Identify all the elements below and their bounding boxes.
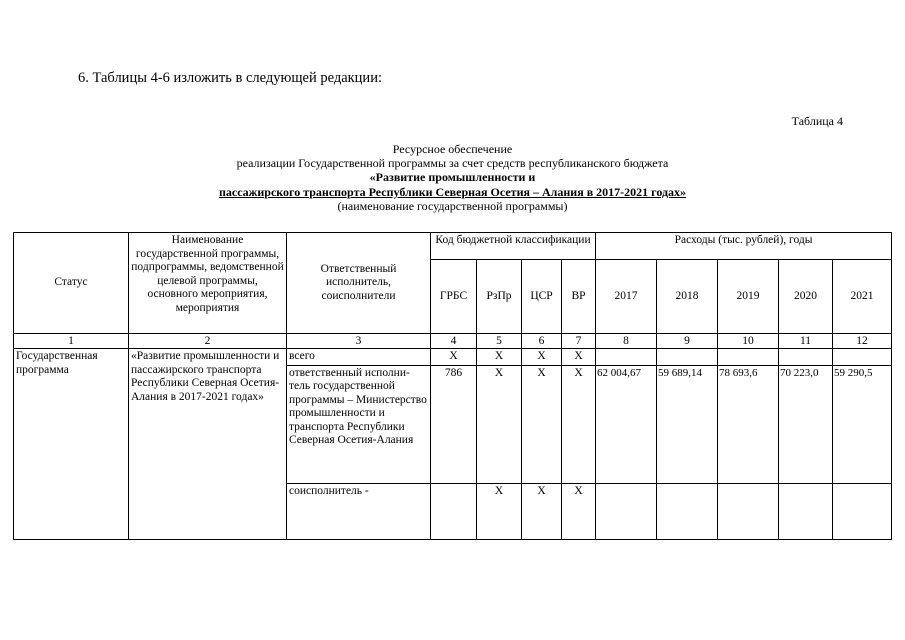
col-num-4: 4 xyxy=(431,334,477,349)
col-num-11: 11 xyxy=(779,334,833,349)
row-program-name: «Развитие промышленности и пассажирского транспорта Республики Северная Осетия-Алания в 2017-2021 годах» xyxy=(129,349,287,540)
header-name: Наименование государственной программы, подпрограммы, ведомственной целевой программы, основного мероприятия, мероприятия xyxy=(129,233,287,334)
header-year-2018: 2018 xyxy=(657,260,718,334)
row-total-executor: всего xyxy=(287,349,431,366)
col-num-7: 7 xyxy=(562,334,596,349)
intro-paragraph: 6. Таблицы 4-6 изложить в следующей редакции: xyxy=(78,70,382,86)
heading-line-4: пассажирского транспорта Республики Северная Осетия – Алания в 2017-2021 годах» xyxy=(218,184,687,199)
header-rzpr: РзПр xyxy=(477,260,522,334)
row-co-2019 xyxy=(718,483,779,539)
row-co-executor: соисполнитель - xyxy=(287,483,431,539)
col-num-9: 9 xyxy=(657,334,718,349)
column-numbers-row xyxy=(14,334,892,349)
row-main-2020: 70 223,0 xyxy=(779,365,833,483)
header-executor: Ответственный исполнитель, соисполнители xyxy=(287,233,431,334)
heading-line-3: «Развитие промышленности и xyxy=(369,170,536,185)
header-year-2019: 2019 xyxy=(718,260,779,334)
resource-table xyxy=(13,232,892,540)
row-total-rzpr: Х xyxy=(477,349,522,366)
row-co-2017 xyxy=(596,483,657,539)
header-status: Статус xyxy=(14,233,129,334)
row-co-2021 xyxy=(833,483,892,539)
row-total-2020 xyxy=(779,349,833,366)
heading-line-2: реализации Государственной программы за счет средств республиканского бюджета xyxy=(236,156,669,171)
row-total-2017 xyxy=(596,349,657,366)
header-grbs: ГРБС xyxy=(431,260,477,334)
row-co-csr: Х xyxy=(522,483,562,539)
header-csr: ЦСР xyxy=(522,260,562,334)
row-main-2018: 59 689,14 xyxy=(657,365,718,483)
row-main-executor: ответственный исполни-тель государственной программы – Министерство промышленности и транспорта Республики Северная Осетия-Алания xyxy=(287,365,431,483)
col-num-12: 12 xyxy=(833,334,892,349)
row-total-2019 xyxy=(718,349,779,366)
table-label: Таблица 4 xyxy=(791,114,843,128)
col-num-10: 10 xyxy=(718,334,779,349)
row-main-2019: 78 693,6 xyxy=(718,365,779,483)
row-main-2021: 59 290,5 xyxy=(833,365,892,483)
row-status: Государственная программа xyxy=(14,349,129,540)
col-num-1: 1 xyxy=(14,334,129,349)
header-vr: ВР xyxy=(562,260,596,334)
row-co-2018 xyxy=(657,483,718,539)
col-num-2: 2 xyxy=(129,334,287,349)
row-total-vr: Х xyxy=(562,349,596,366)
row-co-2020 xyxy=(779,483,833,539)
header-year-2017: 2017 xyxy=(596,260,657,334)
row-main-csr: Х xyxy=(522,365,562,483)
row-total-csr: Х xyxy=(522,349,562,366)
row-total-grbs: Х xyxy=(431,349,477,366)
heading-line-1: Ресурсное обеспечение xyxy=(392,142,513,156)
table-heading xyxy=(0,142,905,213)
row-total-2018 xyxy=(657,349,718,366)
col-num-3: 3 xyxy=(287,334,431,349)
header-expenses: Расходы (тыс. рублей), годы xyxy=(596,233,892,260)
col-num-8: 8 xyxy=(596,334,657,349)
table-row xyxy=(14,349,892,366)
row-main-rzpr: Х xyxy=(477,365,522,483)
header-budget-code: Код бюджетной классификации xyxy=(431,233,596,260)
row-main-2017: 62 004,67 xyxy=(596,365,657,483)
heading-line-5: (наименование государственной программы) xyxy=(337,198,568,213)
header-year-2021: 2021 xyxy=(833,260,892,334)
row-co-rzpr: Х xyxy=(477,483,522,539)
header-year-2020: 2020 xyxy=(779,260,833,334)
col-num-5: 5 xyxy=(477,334,522,349)
row-co-vr: Х xyxy=(562,483,596,539)
col-num-6: 6 xyxy=(522,334,562,349)
row-main-grbs: 786 xyxy=(431,365,477,483)
row-main-vr: Х xyxy=(562,365,596,483)
row-total-2021 xyxy=(833,349,892,366)
row-co-grbs xyxy=(431,483,477,539)
